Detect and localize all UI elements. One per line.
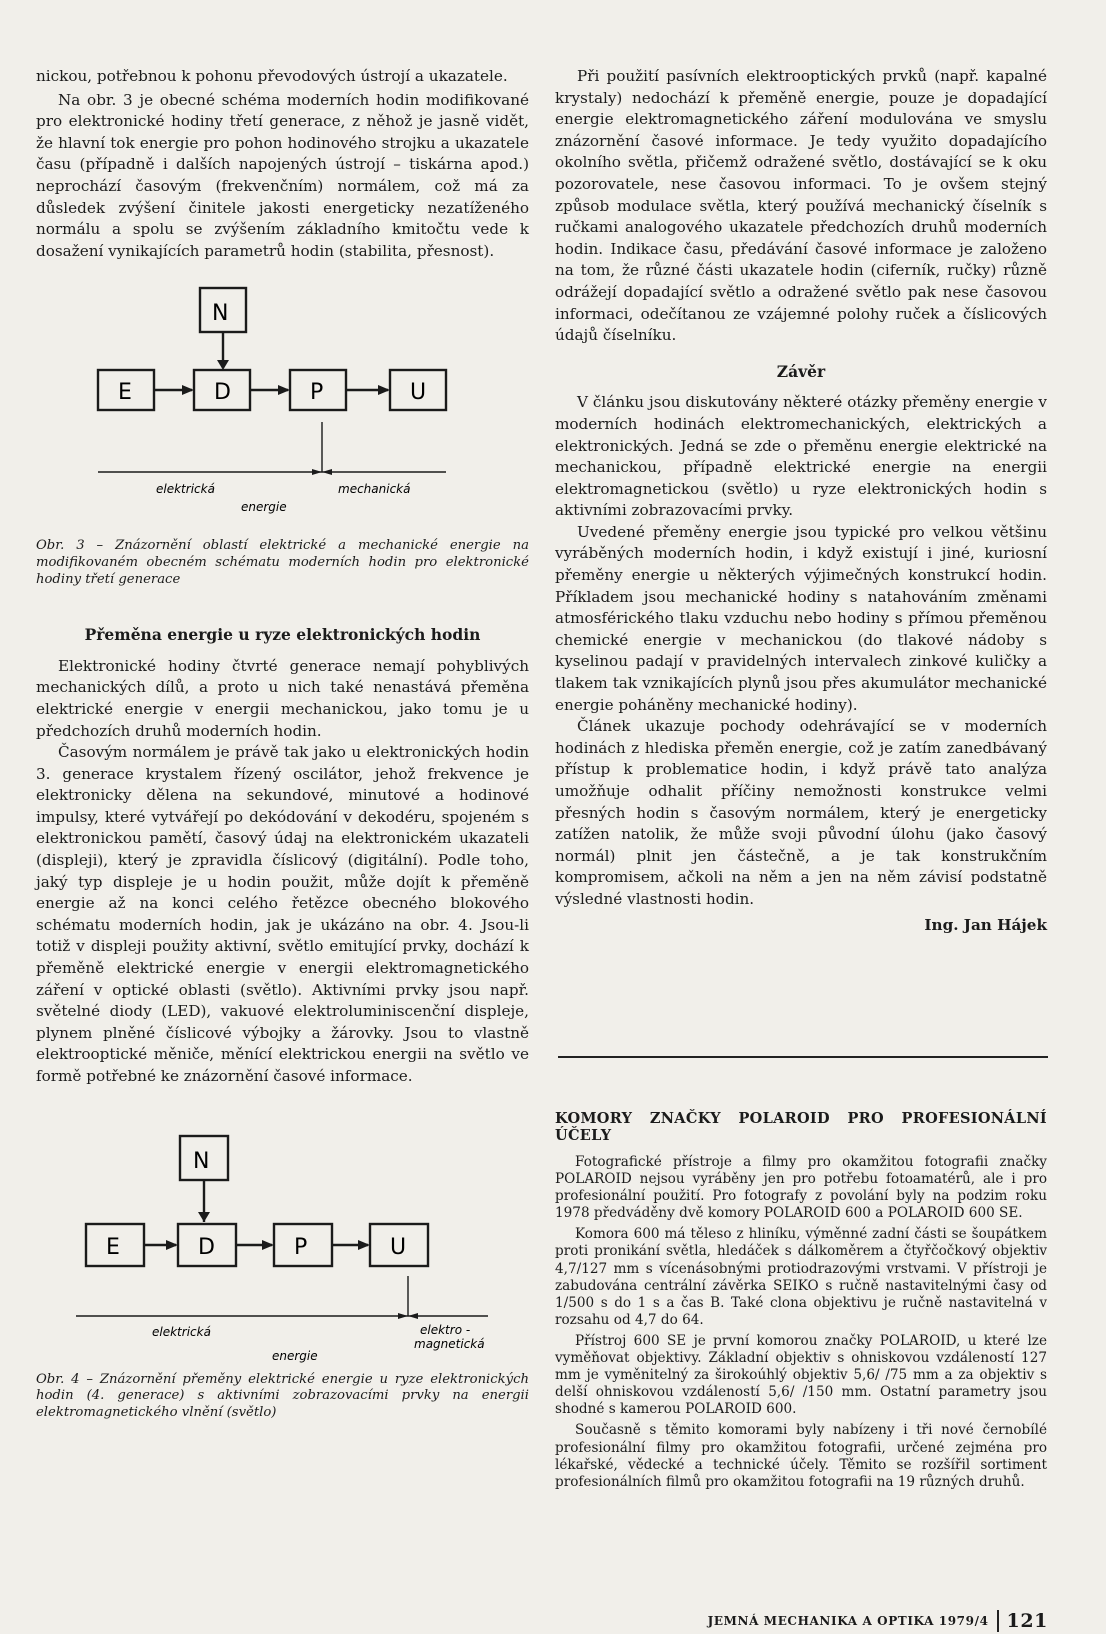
fig4-label-e: E <box>106 1234 120 1260</box>
polaroid-article <box>555 1110 1047 1495</box>
fig4-label-n: N <box>193 1148 210 1174</box>
fig4-label-energie: energie <box>272 1348 318 1363</box>
section-heading-conclusion: Závěr <box>776 361 826 381</box>
left-paragraph-2: Na obr. 3 je obecné schéma moderních hodin modifikované pro elektronické hodiny třetí generace, z něhož je jasně vidět, že hlavní tok energie pro pohon hodinového strojku a ukazatele času (případně i dalších napojených ústrojí – tiskárna apod.) neprochází časovým (frekvenčním) normálem, což má za důsledek zvýšení činitele jakosti energeticky nezatíženého normálu a spolu se zvýšením základního kmitočtu vede k dosažení vynikajících parametrů hodin (stabilita, přesnost). <box>36 90 529 260</box>
polaroid-paragraph-1: Fotografické přístroje a filmy pro okamžitou fotografii značky POLAROID nejsou vyráběny jen pro potřebu fotoamatérů, ale i pro profesionální použití. Pro fotografy z povolání byly na podzim roku 1978 předváděny dvě komory POLAROID 600 a POLAROID 600 SE. <box>555 1154 1047 1222</box>
right-paragraph-1: Při použití pasívních elektrooptických prvků (např. kapalné krystaly) nedochází k přeměně energie, pouze je dopadající energie elektromagnetického záření modulována ve smyslu znázornění časové informace. Je tedy využito dopadajícího okolního světla, přičemž odražené světlo, dostávající se k oku pozorovatele, nese časovou informaci. To je ovšem stejný způsob modulace světla, který používá mechanický číselník s ručkami analogového ukazatele předchozích druhů moderních hodin. Indikace času, předávání časové informace je založeno na tom, že různé části ukazatele hodin (ciferník, ručky) různě odrážejí dopadající světlo a odražené světlo pak nese časovou informaci, odečítanou ze vzájemné polohy ruček a číslicových údajů číselníku. <box>555 67 1047 345</box>
left-paragraph-1: nickou, potřebnou k pohonu převodových ústrojí a ukazatele. <box>36 67 508 85</box>
right-paragraph-4: Článek ukazuje pochody odehrávající se v moderních hodinách z hlediska přeměn energie, což je zatím zanedbávaný přístup k problematice hodin, i když právě tato analýza umožňuje odhalit příčiny nemožnosti konstrukce velmi přesných hodin s časovým normálem, který je energeticky zatížen natolik, že může svoji původní úlohu (jako časový normál) plnit jen částečně, a je tak konstrukčním kompromisem, ačkoli na něm a jen na něm závisí podstatně výsledné vlastnosti hodin. <box>555 717 1047 908</box>
fig3-label-d: D <box>214 380 231 406</box>
fig4-label-p: P <box>294 1234 308 1260</box>
fig3-label-n: N <box>212 301 229 327</box>
page-number: 121 <box>997 1610 1048 1632</box>
polaroid-paragraph-4: Současně s těmito komorami byly nabízeny i tři nové černobílé profesionální filmy pro okamžitou fotografii, určené zejména pro lékařské, vědecké a technické účely. Těmito se rozšířil sortiment profesionálních filmů pro okamžitou fotografii na 19 různých druhů. <box>555 1422 1047 1490</box>
fig4-label-d: D <box>198 1234 215 1260</box>
left-paragraph-4: Časovým normálem je právě tak jako u elektronických hodin 3. generace krystalem řízený oscilátor, jehož frekvence je elektronicky dělena na sekundové, minutové a hodinové impulsy, které vytvářejí po dekódování v dekodéru, spojeném s elektronickou pamětí, časový údaj na elektronickém ukazateli (displeji), který je zpravidla číslicový (digitální). Podle toho, jaký typ displeje je u hodin použit, může dojít k přeměně energie až na konci celého řetězce obecného blokového schématu moderních hodin, jak je ukázáno na obr. 4. Jsou-li totiž v displeji použity aktivní, světlo emitující prvky, dochází k přeměně elektrické energie v energii elektromagnetického záření v optické oblasti (světlo). Aktivními prvky jsou např. světelné diody (LED), vakuové elektroluminiscenční displeje, plynem plněné číslicové výbojky a žárovky. Jsou to vlastně elektrooptické měniče, měnící elektrickou energii na světlo ve formě potřebné ke znázornění časové informace. <box>36 743 529 1085</box>
section-divider <box>558 1056 1048 1058</box>
fig4-label-magneticka: magnetická <box>414 1336 485 1351</box>
fig3-label-u: U <box>410 380 427 406</box>
right-column <box>555 66 1047 936</box>
figure-3-caption <box>36 538 529 588</box>
fig3-caption-text: – Znázornění oblastí elektrické a mechanické energie na modifikovaném obecném schématu moderních hodin pro elektronické hodiny třetí generace <box>36 538 529 587</box>
journal-name: JEMNÁ MECHANIKA A OPTIKA 1979/4 <box>707 1614 989 1628</box>
polaroid-paragraph-3: Přístroj 600 SE je první komorou značky POLAROID, u které lze vyměňovat objektivy. Základní objektiv s ohniskovou vzdáleností 127 mm je vyměnitelný za širokoúhlý objektiv 5,6/ /75 mm a za objektiv s delší ohniskovou vzdáleností 5,6/ /150 mm. Ostatní parametry jsou shodné s kamerou POLAROID 600. <box>555 1332 1047 1418</box>
author-signature: Ing. Jan Hájek <box>924 915 1047 934</box>
right-paragraph-2: V článku jsou diskutovány některé otázky přeměny energie v moderních hodinách elektromechanických, elektrických a elektronických. Jedná se zde o přeměnu energie elektrické na mechanickou, případně elektrické energie na energii elektromagnetickou (světlo) u ryze elektronických hodin s aktivními zobrazovacími prvky. <box>555 393 1047 520</box>
left-column <box>36 66 529 1421</box>
left-paragraph-3: Elektronické hodiny čtvrté generace nemají pohyblivých mechanických dílů, a proto u nich také nenastává přeměna elektrické energie v energii mechanickou, jako tomu je u předchozích druhů moderních hodin. <box>36 656 529 740</box>
figure-4-diagram <box>36 1106 529 1366</box>
right-paragraph-3: Uvedené přeměny energie jsou typické pro velkou většinu vyráběných moderních hodin, i když existují i jiné, kuriosní přeměny energie u některých výjimečných konstrukcí hodin. Příkladem jsou mechanické hodiny s natahováním změnami atmosférického tlaku vzduchu nebo hodiny s přímou přeměnou chemické energie v mechanickou (do tlakové nádoby s kyselinou padají v pravidelných intervalech zinkové kuličky a tlakem tak vznikajících plynů jsou přes akumulátor mechanické energie poháněny mechanické hodiny). <box>555 522 1047 714</box>
fig3-label-energie: energie <box>241 500 287 515</box>
fig3-label-e: E <box>118 380 132 406</box>
fig3-caption-num: Obr. 3 <box>36 538 85 554</box>
fig4-label-elektricka: elektrická <box>152 1324 211 1339</box>
section-heading-electronic: Přeměna energie u ryze elektronických hodin <box>84 625 481 645</box>
page-footer <box>708 1608 1048 1634</box>
fig3-label-mechanicka: mechanická <box>338 482 411 497</box>
fig3-label-p: P <box>310 380 324 406</box>
fig4-caption-text: – Znázornění přeměny elektrické energie u ryze elektronických hodin (4. generace) s aktivními zobrazovacími prvky na energii elektromagnetického vlnění (světlo) <box>36 1371 529 1420</box>
polaroid-article-title: KOMORY ZNAČKY POLAROID PRO PROFESIONÁLNÍ ÚČELY <box>555 1110 1047 1144</box>
fig3-label-elektricka: elektrická <box>156 482 215 497</box>
figure-4-caption <box>36 1372 529 1422</box>
polaroid-paragraph-2: Komora 600 má těleso z hliníku, výměnné zadní části se šoupátkem proti pronikání světla, hledáček s dálkoměrem a čtyřčočkový objektiv 4,7/127 mm s vícenásobnými protiodrazovými vrstvami. V přístroji je zabudována centrální závěrka SEIKO s ručně nastavitelnými časy od 1/500 s do 1 s a čas B. Také clona objektivu je ručně nastavitelná v rozsahu od 4,7 do 64. <box>555 1226 1047 1328</box>
fig4-label-elektro: elektro - <box>420 1322 471 1337</box>
fig4-label-u: U <box>390 1234 407 1260</box>
figure-3-diagram <box>36 276 529 526</box>
fig4-caption-num: Obr. 4 <box>36 1371 80 1387</box>
